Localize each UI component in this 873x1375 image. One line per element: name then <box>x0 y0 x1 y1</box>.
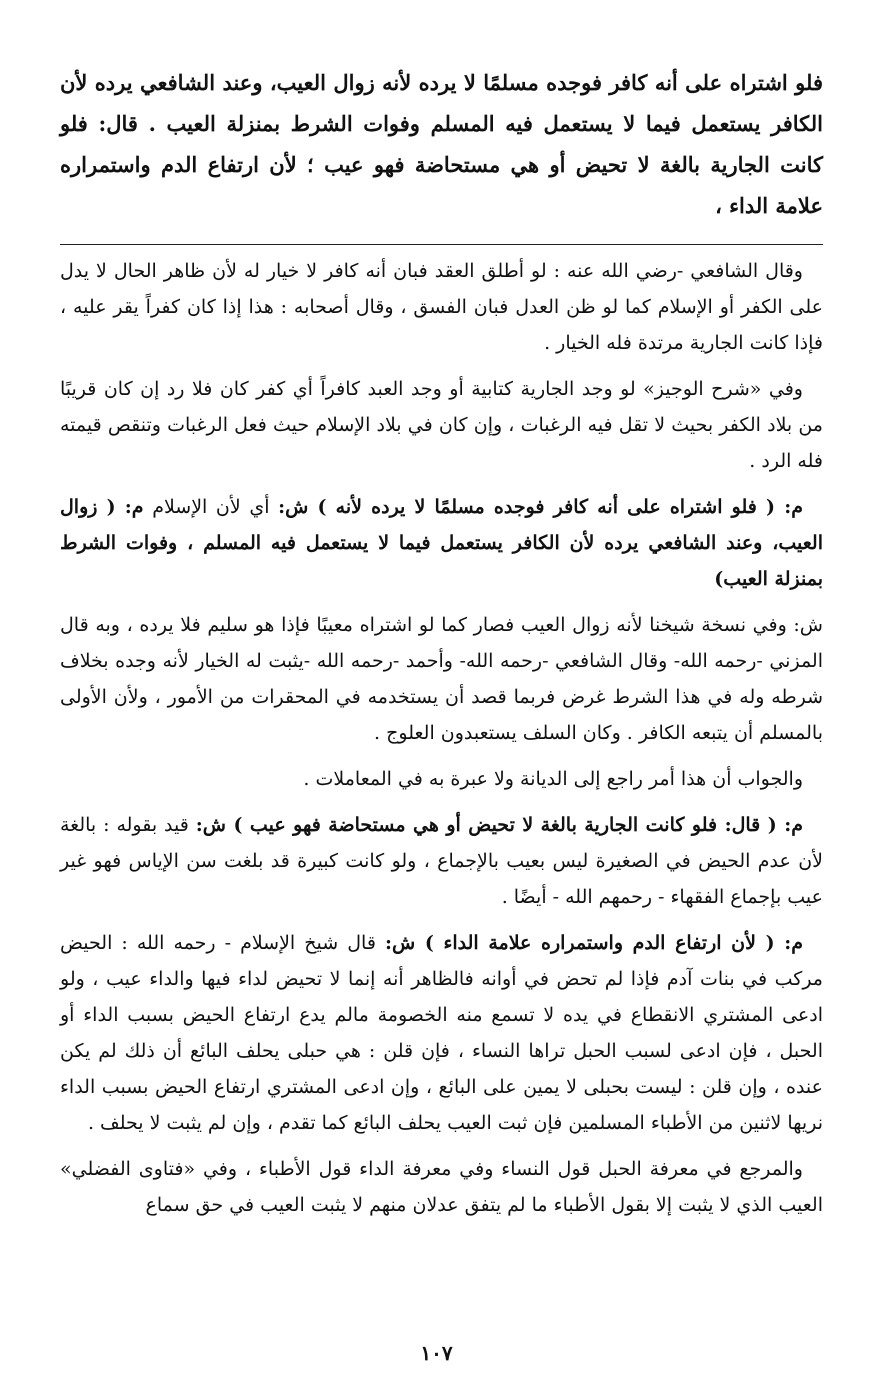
gloss-3: أي لأن الإسلام <box>152 496 270 518</box>
commentary-text-8: والمرجع في معرفة الحبل قول النساء وفي معرفة الداء قول الأطباء ، وفي «فتاوى الفضلي» العيب الذي لا يثبت إلا بقول الأطباء ما لم يتفق عدلان منهم لا يثبت العيب في حق سماع <box>60 1158 823 1216</box>
commentary-text-5: والجواب أن هذا أمر راجع إلى الديانة ولا عبرة به في المعاملات . <box>303 768 803 790</box>
commentary-block <box>60 253 823 1223</box>
footnote-divider <box>60 244 823 245</box>
page-number: ١٠٧ <box>420 1341 453 1365</box>
main-text-block <box>60 62 823 226</box>
matn-quote-3: م: ( فلو اشتراه على أنه كافر فوجده مسلمًا لا يرده لأنه ) ش: <box>278 496 803 518</box>
commentary-paragraph-1 <box>60 253 823 361</box>
main-text-paragraph: فلو اشتراه على أنه كافر فوجده مسلمًا لا يرده لأنه زوال العيب، وعند الشافعي يرده لأن الكافر يستعمل فيما لا يستعمل فيه المسلم وفوات الشرط بمنزلة العيب . قال: فلو كانت الجارية بالغة لا تحيض أو هي مستحاضة فهو عيب ؛ لأن ارتفاع الدم واستمراره علامة الداء ، <box>60 70 823 218</box>
commentary-paragraph-3 <box>60 489 823 597</box>
commentary-paragraph-7 <box>60 925 823 1141</box>
commentary-text-2: وفي «شرح الوجيز» لو وجد الجارية كتابية أو وجد العبد كافراً أي كفر كان فلا رد إن كان قريبًا من بلاد الكفر بحيث لا تقل فيه الرغبات ، وإن كان في بلاد الإسلام حيث فعل الرغبات وتنقص قيمته فله الرد . <box>60 378 823 472</box>
commentary-text-1: وقال الشافعي -رضي الله عنه : لو أطلق العقد فبان أنه كافر لا خيار له لأن ظاهر الحال لا يدل على الكفر أو الإسلام كما لو ظن العدل فبان الفسق ، وقال أصحابه : هذا إذا كان كفراً يقر عليه ، فإذا كانت الجارية مرتدة فله الخيار . <box>60 260 823 354</box>
matn-quote-7: م: ( لأن ارتفاع الدم واستمراره علامة الداء ) ش: <box>385 932 803 954</box>
matn-quote-6: م: ( قال: فلو كانت الجارية بالغة لا تحيض أو هي مستحاضة فهو عيب ) ش: <box>195 814 803 836</box>
document-page <box>60 62 823 1335</box>
commentary-text-6: قيد بقوله : بالغة لأن عدم الحيض في الصغيرة ليس بعيب بالإجماع ، ولو كانت كبيرة قد بلغت سن الإياس فهو غير عيب بإجماع الفقهاء - رحمهم الله - أيضًا . <box>60 814 823 908</box>
commentary-paragraph-5 <box>60 761 823 797</box>
commentary-paragraph-8 <box>60 1151 823 1223</box>
matn-quote-3b: م: ( زوال العيب، وعند الشافعي يرده لأن الكافر يستعمل فيما لا يستعمل فيه المسلم ، وفوات الشرط بمنزلة العيب) <box>60 496 823 590</box>
commentary-paragraph-2 <box>60 371 823 479</box>
commentary-paragraph-6 <box>60 807 823 915</box>
commentary-text-7: قال شيخ الإسلام - رحمه الله : الحيض مركب في بنات آدم فإذا لم تحض في أوانه فالظاهر أنه إنما لا تحيض لداء فيها والداء عيب ، ولو ادعى المشتري الانقطاع في يده لا تسمع منه الخصومة مالم يدع ارتفاع الحيض بسبب الداء أو الحبل ، فإن ادعى لسبب الحبل تراها النساء ، فإن قلن : هي حبلى يحلف البائع أن ذلك لم يكن عنده ، وإن قلن : ليست بحبلى لا يمين على البائع ، وإن ادعى المشتري ارتفاع الحيض بسبب الداء نريها لاثنين من الأطباء المسلمين فإن ثبت العيب يحلف البائع كما تقدم ، وإن لم يثبت لا يحلف . <box>60 932 823 1134</box>
commentary-text-4: ش: وفي نسخة شيخنا لأنه زوال العيب فصار كما لو اشتراه معيبًا فإذا هو سليم فلا يرده ، وبه قال المزني -رحمه الله- وقال الشافعي -رحمه الله- وأحمد -رحمه الله -يثبت له الخيار لأنه وجده بخلاف شرطه وله في هذا الشرط غرض فربما قصد أن يستخدمه في المحقرات من الأمور ، ولأن الأولى بالمسلم أن يتبعه الكافر . وكان السلف يستعبدون العلوج . <box>60 614 823 744</box>
commentary-paragraph-4 <box>60 607 823 751</box>
